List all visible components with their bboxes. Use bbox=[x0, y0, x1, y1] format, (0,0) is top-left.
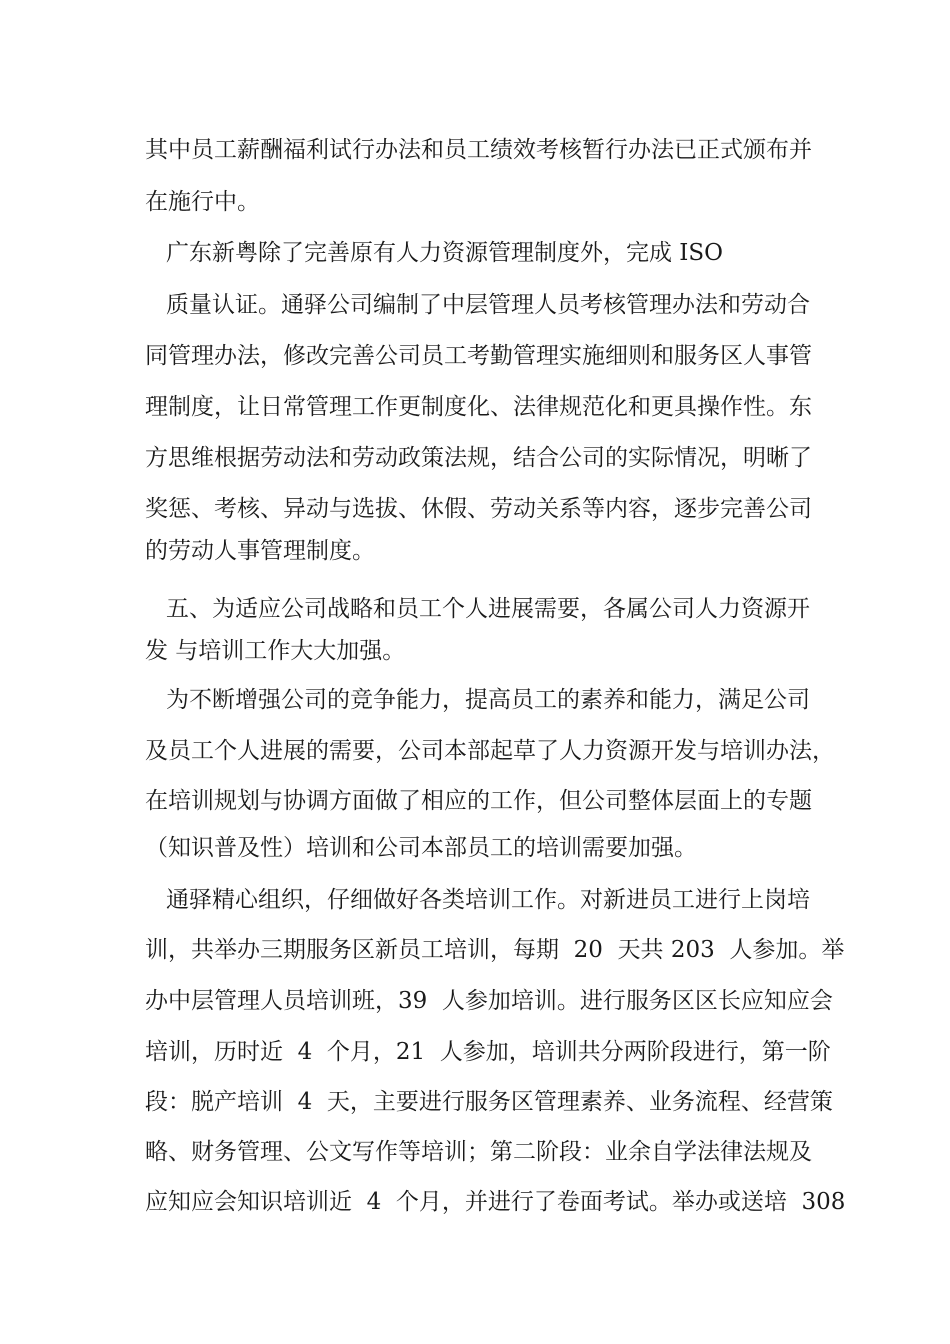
text-line: 同管理办法，修改完善公司员工考勤管理实施细则和服务区人事管 bbox=[145, 343, 812, 369]
text-line: 段：脱产培训 4 天，主要进行服务区管理素养、业务流程、经营策 bbox=[145, 1089, 833, 1115]
text-line: 应知应会知识培训近 4 个月，并进行了卷面考试。举办或送培 308 bbox=[145, 1189, 846, 1215]
section-heading-line: 发 与培训工作大大加强。 bbox=[145, 638, 406, 664]
text-line: 奖惩、考核、异动与选拔、休假、劳动关系等内容，逐步完善公司 bbox=[145, 496, 812, 522]
text-line: （知识普及性）培训和公司本部员工的培训需要加强。 bbox=[145, 835, 697, 861]
text-line: 训，共举办三期服务区新员工培训，每期 20 天共 203 人参加。举 bbox=[145, 937, 845, 963]
text-line: 其中员工薪酬福利试行办法和员工绩效考核暂行办法已正式颁布并 bbox=[145, 137, 812, 163]
paragraph-first-line: 通驿精心组织，仔细做好各类培训工作。对新进员工进行上岗培 bbox=[166, 887, 810, 913]
text-line: 在培训规划与协调方面做了相应的工作，但公司整体层面上的专题 bbox=[145, 788, 812, 814]
text-line: 的劳动人事管理制度。 bbox=[145, 538, 375, 564]
text-line: 略、财务管理、公文写作等培训；第二阶段：业余自学法律法规及 bbox=[145, 1139, 812, 1165]
text-line: 在施行中。 bbox=[145, 189, 260, 215]
text-line: 质量认证。通驿公司编制了中层管理人员考核管理办法和劳动合 bbox=[166, 292, 810, 318]
text-line: 办中层管理人员培训班，39 人参加培训。进行服务区区长应知应会 bbox=[145, 988, 833, 1014]
paragraph-first-line: 为不断增强公司的竞争能力，提高员工的素养和能力，满足公司 bbox=[166, 687, 810, 713]
text-line: 培训，历时近 4 个月，21 人参加，培训共分两阶段进行，第一阶 bbox=[145, 1039, 831, 1065]
text-line: 理制度，让日常管理工作更制度化、法律规范化和更具操作性。东 bbox=[145, 394, 812, 420]
text-line: 及员工个人进展的需要，公司本部起草了人力资源开发与培训办法， bbox=[145, 738, 835, 764]
paragraph-first-line: 广东新粤除了完善原有人力资源管理制度外，完成 ISO bbox=[166, 240, 724, 266]
text-line: 方思维根据劳动法和劳动政策法规，结合公司的实际情况，明晰了 bbox=[145, 445, 812, 471]
section-heading-line: 五、为适应公司战略和员工个人进展需要，各属公司人力资源开 bbox=[166, 596, 810, 622]
